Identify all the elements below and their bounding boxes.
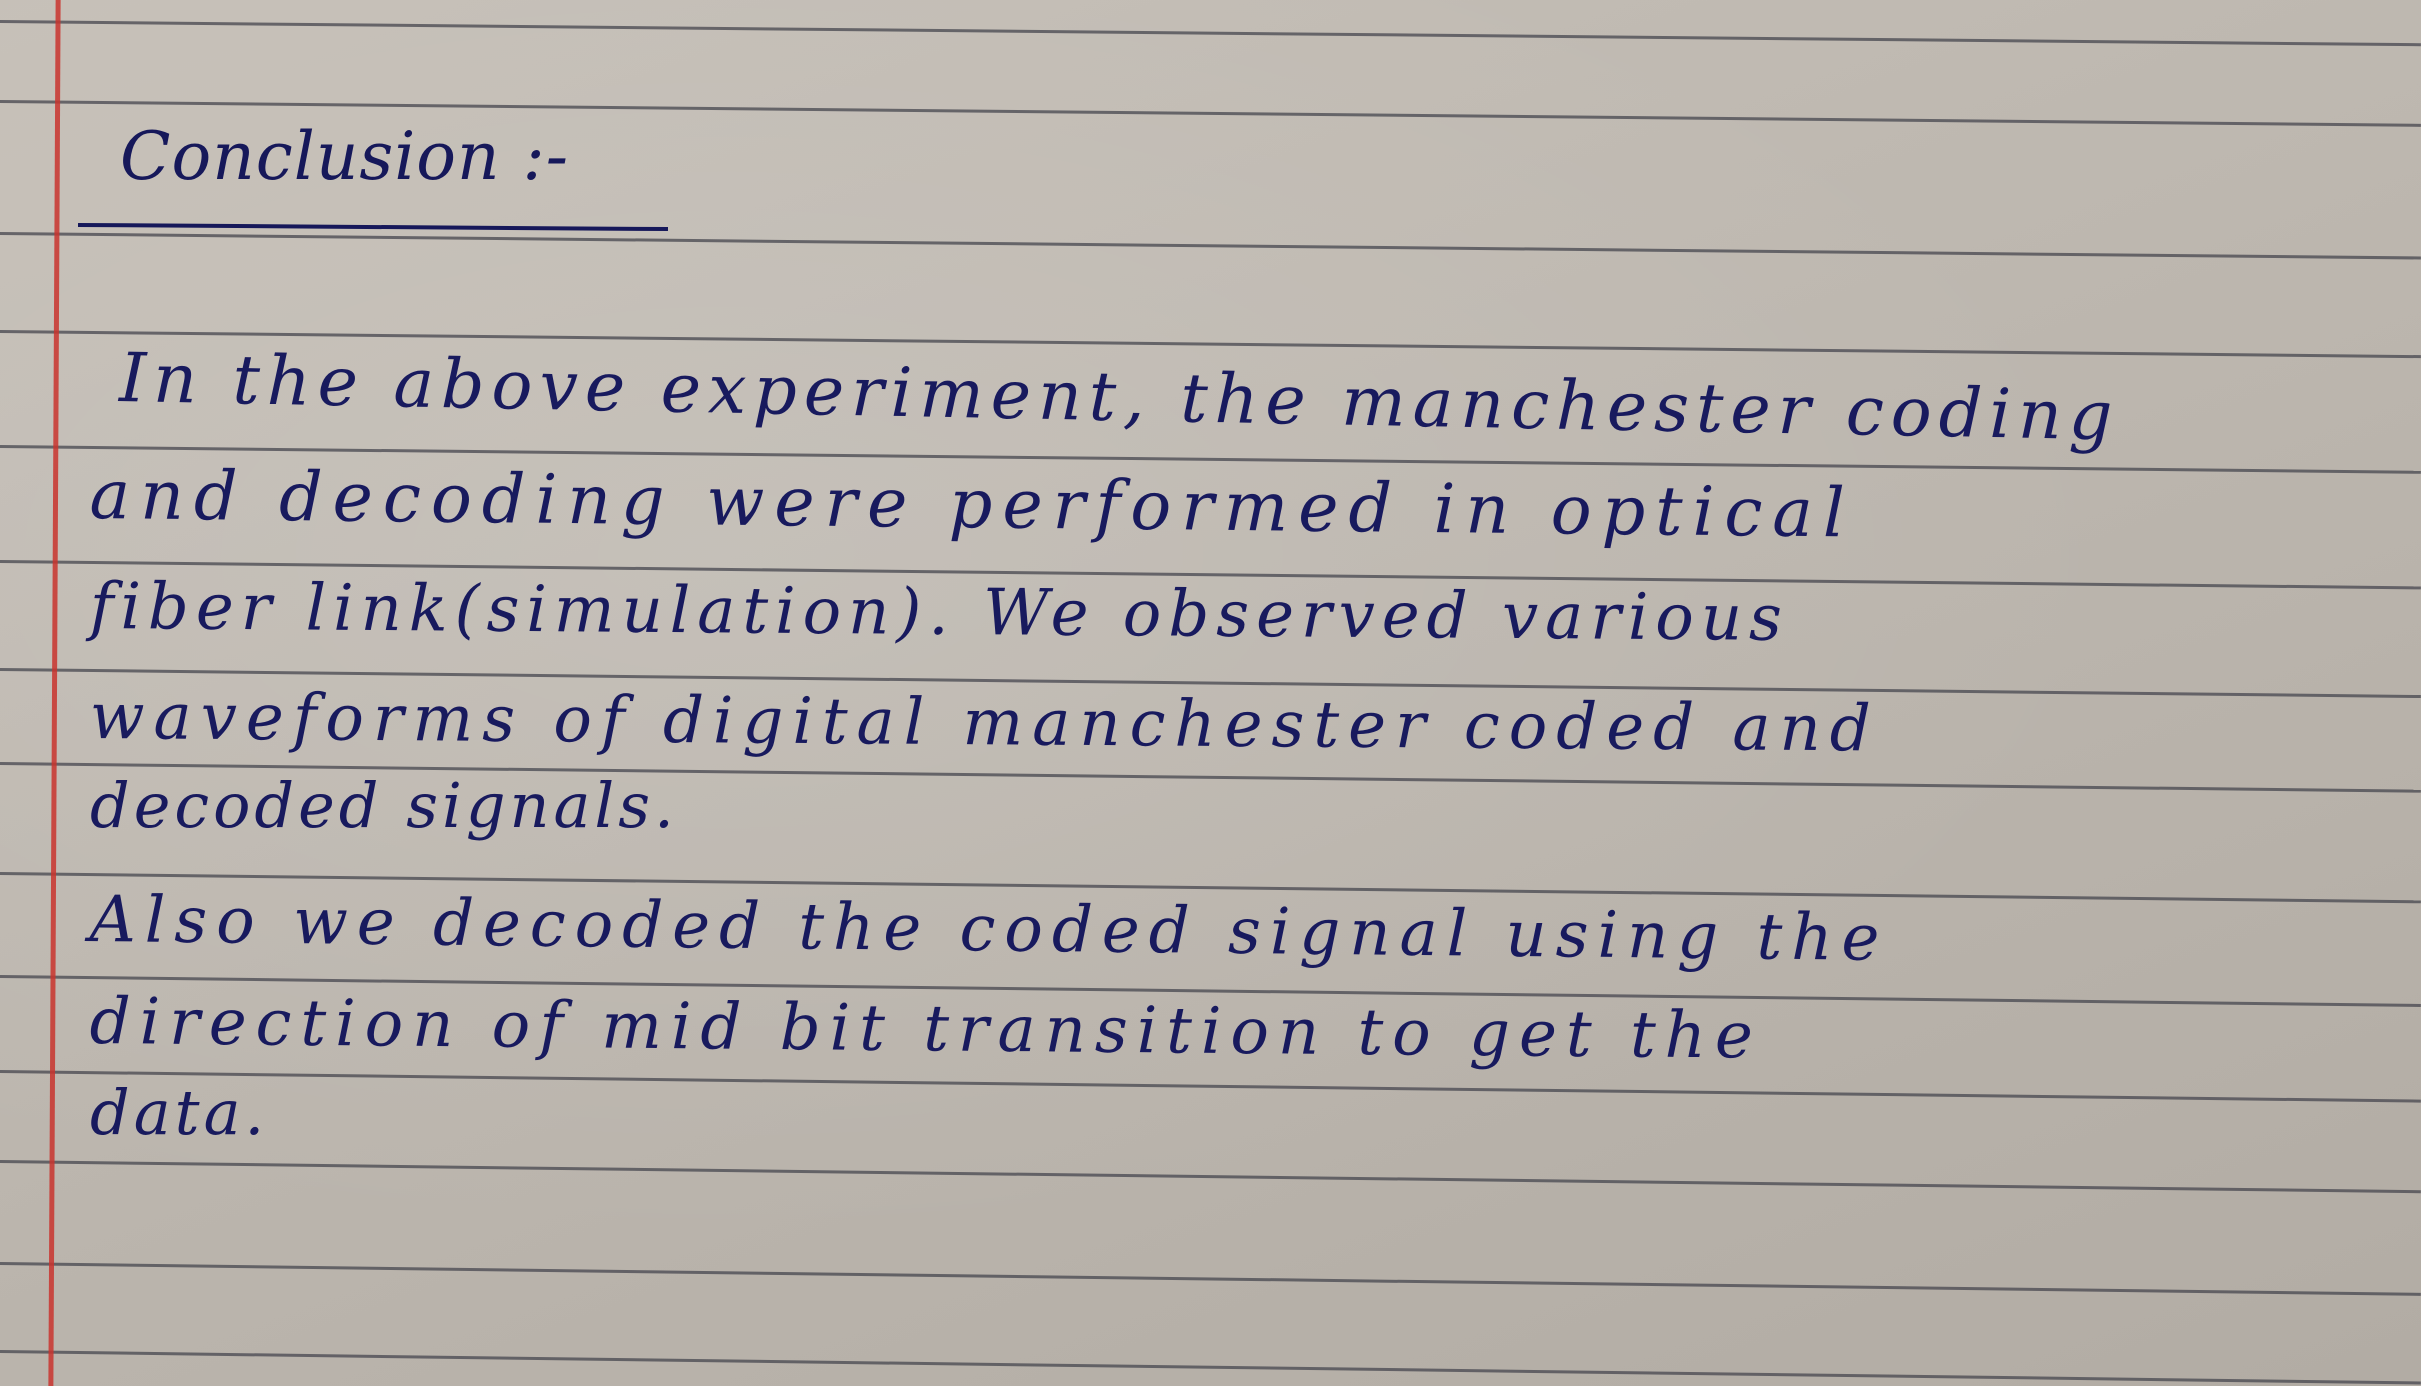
heading-underline [78, 223, 668, 231]
ruled-line [0, 1160, 2421, 1193]
ruled-line [0, 232, 2421, 260]
text-line: data. [90, 1076, 269, 1149]
text-line: In the above experiment, the manchester coding [118, 339, 2121, 457]
conclusion-heading: Conclusion :- [120, 118, 570, 195]
ruled-line [0, 20, 2421, 46]
text-line: Also we decoded the coded signal using the [89, 883, 1889, 976]
margin-line [48, 0, 60, 1386]
ruled-line [0, 1350, 2421, 1384]
text-line: fiber link(simulation). We observed various [89, 570, 1790, 656]
text-line: and decoding were performed in optical [89, 456, 1856, 554]
ruled-line [0, 1262, 2421, 1296]
ruled-line [0, 1070, 2421, 1103]
text-line: direction of mid bit transition to get the [89, 985, 1763, 1074]
text-line: decoded signals. [90, 769, 678, 842]
text-line: waveforms of digital manchester coded and [89, 680, 1881, 767]
